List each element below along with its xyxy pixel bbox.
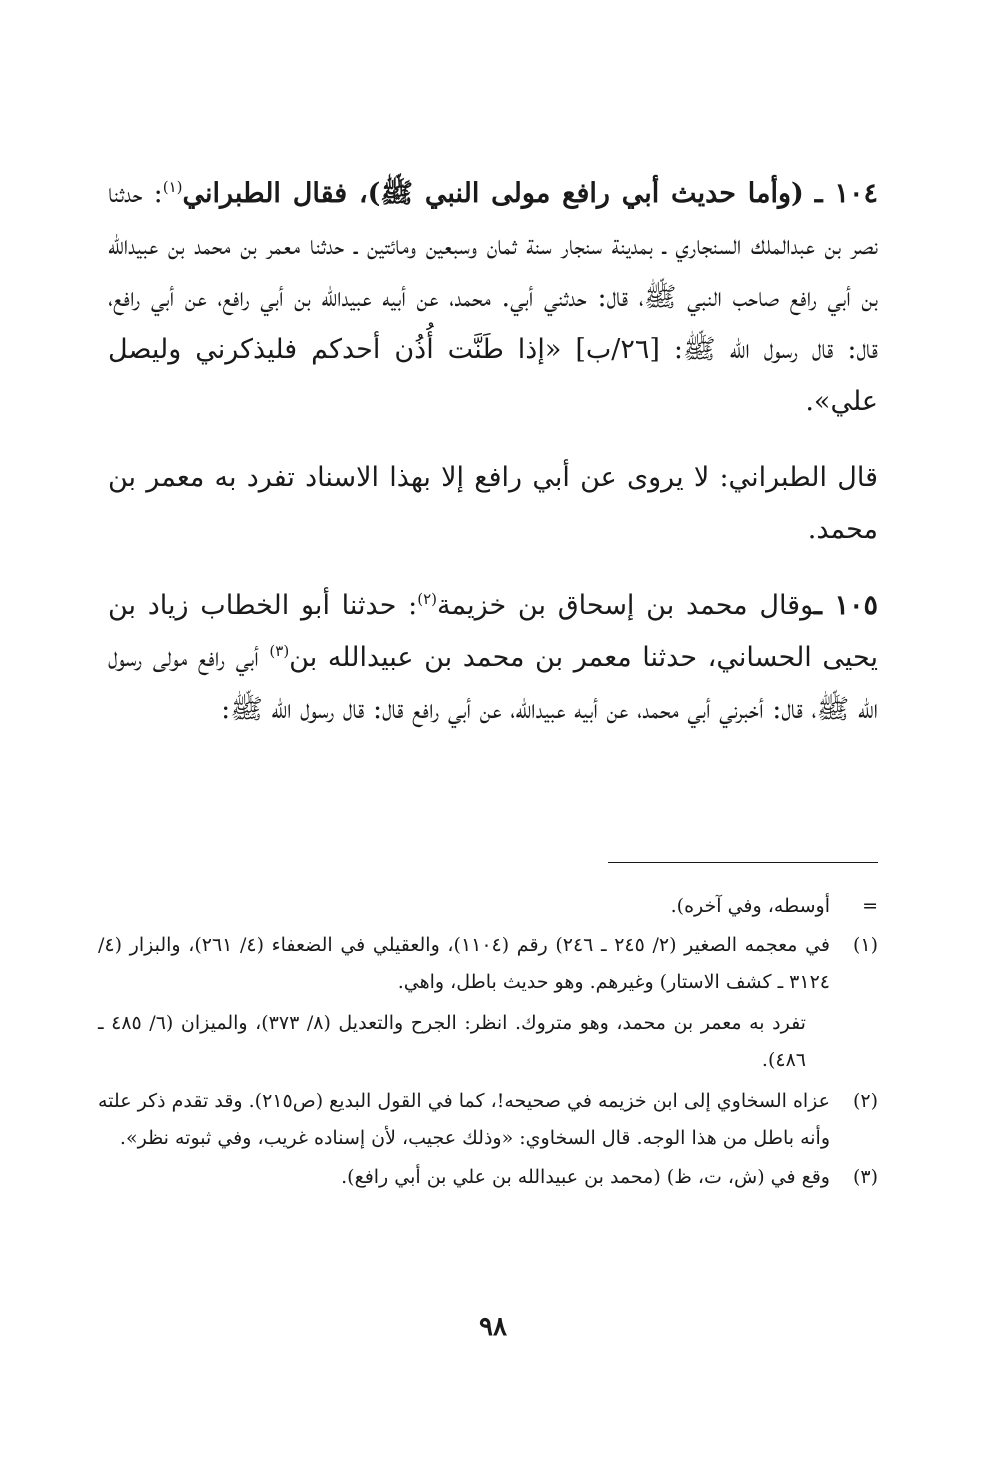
- hadith-105-intro: وقال محمد بن إسحاق بن خزيمة: [437, 590, 815, 621]
- hadith-number-104: ١٠٤ ـ: [814, 178, 878, 209]
- tabarani-note: قال الطبراني: لا يروى عن أبي رافع إلا بهذا الاسناد تفرد به معمر بن محمد.: [108, 462, 878, 545]
- page-number: ٩٨: [479, 1312, 507, 1342]
- footnote-continuation: [98, 888, 878, 925]
- footnote-separator: [608, 862, 878, 863]
- footnote-ref-3: (٣): [269, 642, 290, 660]
- hadith-number-105: ١٠٥ ـ: [814, 590, 879, 621]
- footnote-ref-2: (٢): [417, 590, 438, 608]
- main-text: [108, 168, 878, 750]
- footnote-mark-2: (٢): [852, 1090, 878, 1112]
- hadith-105: [108, 580, 878, 736]
- footnote-text-3: وقع في (ش، ت، ظ) (محمد بن عبيدالله بن علي بن أبي رافع).: [341, 1166, 830, 1188]
- footnote-3: [98, 1159, 878, 1196]
- footnote-2: [98, 1083, 878, 1157]
- footnote-text-2: عزاه السخاوي إلى ابن خزيمه في صحيحه!، كما في القول البديع (ص٢١٥). وقد تقدم ذكر علته وأنه باطل من هذا الوجه. قال السخاوي: «وذلك عجيب، لأن إسناده غريب، وفي ثبوته نظر».: [98, 1090, 831, 1149]
- hadith-104-title: (وأما حديث أبي رافع مولى النبي ﷺ)، فقال الطبراني: [182, 178, 804, 209]
- footnote-1-sub: تفرد به معمر بن محمد، وهو متروك. انظر: الجرح والتعديل (٨/ ٣٧٣)، والميزان (٦/ ٤٨٥ ـ ٤٨٦).: [98, 1012, 806, 1071]
- footnote-1: [98, 927, 878, 1001]
- footnote-ref-1: (١): [162, 178, 183, 196]
- footnote-mark-1: (١): [852, 934, 878, 956]
- hadith-105-text-1: : حدثنا أبو الخطاب زياد بن يحيى الحساني، حدثنا معمر بن محمد بن عبيدالله بن: [108, 590, 878, 673]
- continuation-mark: =: [862, 895, 878, 917]
- hadith-105-text-2: أبي رافع مولى رسول الله ﷺ، قال: أخبرني أبي محمد، عن أبيه عبيدالله، عن أبي رافع قال: قال رسول الله ﷺ:: [108, 642, 878, 725]
- footnote-text-1: في معجمه الصغير (٢/ ٢٤٥ ـ ٢٤٦) رقم (١١٠٤)، والعقيلي في الضعفاء (٤/ ٢٦١)، والبزار (٤/ ٣١٢٤ ـ كشف الاستار) وغيرهم. وهو حديث باطل، واهي.: [98, 934, 830, 993]
- hadith-104: [108, 168, 878, 428]
- footnotes: [98, 888, 878, 1198]
- hadith-104-text: : حدثنا نصر بن عبدالملك السنجاري ـ بمدينة سنجار سنة ثمان وسبعين ومائتين ـ حدثنا معمر بن محمد بن عبيدالله بن أبي رافع صاحب النبي ﷺ، قال: حدثني أبي. محمد، عن أبيه عبيدالله بن أبي رافع، عن أبي رافع، قال: قال رسول الله ﷺ: [٢٦/ب] «إذا طَنَّت أُذُن أحدكم فليذكرني وليصل علي».: [108, 178, 878, 417]
- footnote-mark-3: (٣): [852, 1166, 878, 1188]
- continuation-text: أوسطه، وفي آخره).: [670, 895, 830, 917]
